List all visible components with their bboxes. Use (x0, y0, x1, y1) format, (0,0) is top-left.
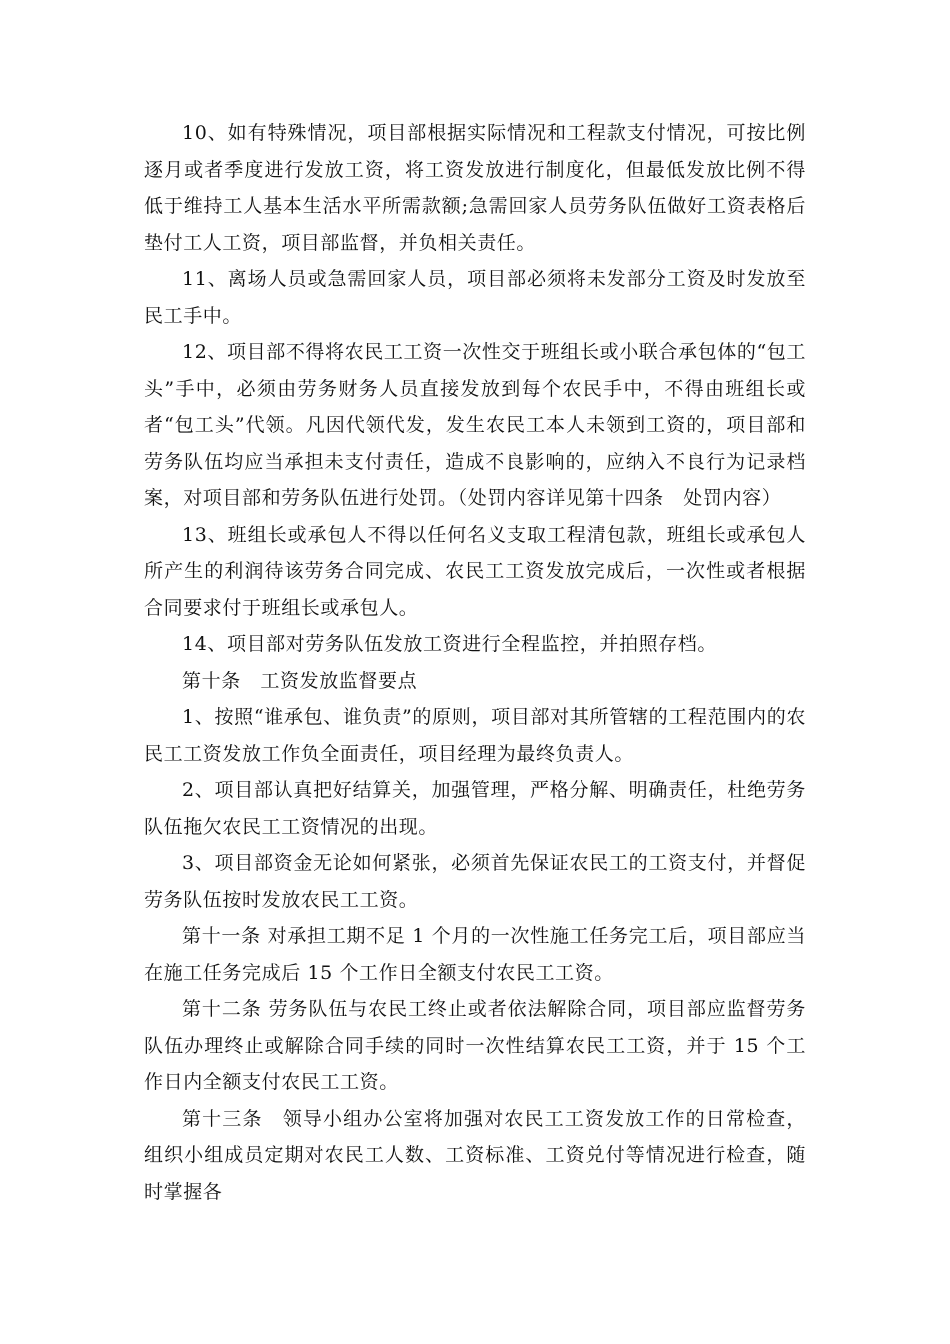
paragraph-item-14: 14、项目部对劳务队伍发放工资进行全程监控，并拍照存档。 (182, 633, 717, 655)
article-10-point-3: 3、项目部资金无论如何紧张，必须首先保证农民工的工资支付，并督促劳务队伍按时发放农民工工资。 (144, 852, 806, 911)
document-page (144, 115, 806, 1210)
article-10-heading: 第十条 工资发放监督要点 (182, 669, 418, 692)
article-12-paragraph: 第十二条 劳务队伍与农民工终止或者依法解除合同，项目部应监督劳务队伍办理终止或解除合同手续的同时一次性结算农民工工资，并于 15 个工作日内全额支付农民工工资。 (144, 998, 806, 1093)
paragraph-item-13: 13、班组长或承包人不得以任何名义支取工程清包款，班组长或承包人所产生的利润待该劳务合同完成、农民工工资发放完成后，一次性或者根据合同要求付于班组长或承包人。 (144, 523, 806, 619)
article-10-point-1: 1、按照“谁承包、谁负责”的原则，项目部对其所管辖的工程范围内的农民工工资发放工作负全面责任，项目经理为最终负责人。 (144, 706, 806, 765)
article-10-point-2: 2、项目部认真把好结算关，加强管理，严格分解、明确责任，杜绝劳务队伍拖欠农民工工资情况的出现。 (144, 779, 806, 838)
paragraph-item-11: 11、离场人员或急需回家人员，项目部必须将未发部分工资及时发放至民工手中。 (144, 268, 806, 327)
paragraph-item-12: 12、项目部不得将农民工工资一次性交于班组长或小联合承包体的“包工头”手中，必须由劳务财务人员直接发放到每个农民手中，不得由班组长或者“包工头”代领。凡因代领代发，发生农民工本人未领到工资的，项目部和劳务队伍均应当承担未支付责任，造成不良影响的，应纳入不良行为记录档案，对项目部和劳务队伍进行处罚。（处罚内容详见第十四条 处罚内容） (144, 341, 806, 509)
paragraph-item-10: 10、如有特殊情况，项目部根据实际情况和工程款支付情况，可按比例逐月或者季度进行发放工资，将工资发放进行制度化，但最低发放比例不得低于维持工人基本生活水平所需款额;急需回家人员劳务队伍做好工资表格后垫付工人工资，项目部监督，并负相关责任。 (144, 122, 806, 254)
article-13-paragraph: 第十三条 领导小组办公室将加强对农民工工资发放工作的日常检查，组织小组成员定期对农民工人数、工资标准、工资兑付等情况进行检查，随时掌握各 (144, 1107, 806, 1203)
article-11-paragraph: 第十一条 对承担工期不足 1 个月的一次性施工任务完工后，项目部应当在施工任务完成后 15 个工作日全额支付农民工工资。 (144, 925, 806, 984)
